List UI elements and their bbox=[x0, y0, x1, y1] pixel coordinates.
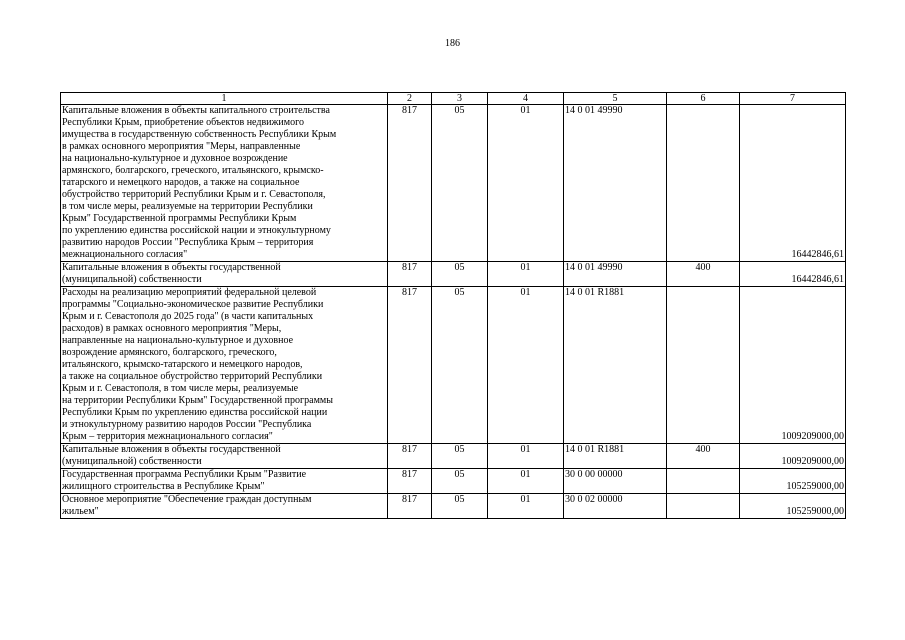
header-cell: 6 bbox=[667, 93, 740, 105]
row-name: Основное мероприятие "Обеспечение граждан доступным жильем" bbox=[61, 494, 388, 519]
row-sum: 105259000,00 bbox=[740, 469, 846, 494]
row-subsection: 01 bbox=[488, 287, 564, 444]
row-sum: 105259000,00 bbox=[740, 494, 846, 519]
row-expense-type bbox=[667, 287, 740, 444]
row-expense-type bbox=[667, 469, 740, 494]
header-cell: 2 bbox=[388, 93, 432, 105]
row-section: 05 bbox=[432, 262, 488, 287]
row-section: 05 bbox=[432, 469, 488, 494]
row-subsection: 01 bbox=[488, 444, 564, 469]
row-sum: 16442846,61 bbox=[740, 262, 846, 287]
row-target-article: 14 0 01 R1881 bbox=[564, 444, 667, 469]
row-target-article: 14 0 01 49990 bbox=[564, 262, 667, 287]
row-name: Капитальные вложения в объекты государственной (муниципальной) собственности bbox=[61, 444, 388, 469]
row-grbs: 817 bbox=[388, 469, 432, 494]
row-target-article: 30 0 02 00000 bbox=[564, 494, 667, 519]
row-subsection: 01 bbox=[488, 469, 564, 494]
header-cell: 5 bbox=[564, 93, 667, 105]
row-subsection: 01 bbox=[488, 105, 564, 262]
page-number: 186 bbox=[445, 38, 460, 49]
row-sum: 16442846,61 bbox=[740, 105, 846, 262]
table-header-row bbox=[61, 93, 846, 105]
row-section: 05 bbox=[432, 287, 488, 444]
row-grbs: 817 bbox=[388, 262, 432, 287]
row-section: 05 bbox=[432, 494, 488, 519]
header-cell: 4 bbox=[488, 93, 564, 105]
row-expense-type bbox=[667, 105, 740, 262]
row-expense-type: 400 bbox=[667, 262, 740, 287]
row-section: 05 bbox=[432, 105, 488, 262]
table-row bbox=[61, 469, 846, 494]
header-cell: 7 bbox=[740, 93, 846, 105]
row-name: Капитальные вложения в объекты капитального строительства Республики Крым, приобретение объектов недвижимого имущества в государственную собственность Республики Крым в рамках основного мероприятия "Меры, направленные на национально-культурное и духовное возрождение армянского, болгарского, греческого, итальянского, крымско- татарского и немецкого народов, а также на социальное обустройство территорий Республики Крым и г. Севастополя, в том числе меры, реализуемые на территории Республики Крым" Государственной программы Республики Крым по укреплению единства российской нации и этнокультурному развитию народов России "Республика Крым – территория межнационального согласия" bbox=[61, 105, 388, 262]
table-row bbox=[61, 105, 846, 262]
row-grbs: 817 bbox=[388, 494, 432, 519]
row-grbs: 817 bbox=[388, 287, 432, 444]
table-row bbox=[61, 262, 846, 287]
header-cell: 3 bbox=[432, 93, 488, 105]
table-row bbox=[61, 494, 846, 519]
row-grbs: 817 bbox=[388, 105, 432, 262]
budget-table bbox=[60, 92, 846, 519]
row-name: Государственная программа Республики Крым "Развитие жилищного строительства в Республике Крым" bbox=[61, 469, 388, 494]
table-row bbox=[61, 287, 846, 444]
row-target-article: 14 0 01 49990 bbox=[564, 105, 667, 262]
row-target-article: 14 0 01 R1881 bbox=[564, 287, 667, 444]
row-expense-type: 400 bbox=[667, 444, 740, 469]
row-name: Капитальные вложения в объекты государственной (муниципальной) собственности bbox=[61, 262, 388, 287]
row-subsection: 01 bbox=[488, 262, 564, 287]
row-expense-type bbox=[667, 494, 740, 519]
row-grbs: 817 bbox=[388, 444, 432, 469]
row-target-article: 30 0 00 00000 bbox=[564, 469, 667, 494]
header-cell: 1 bbox=[61, 93, 388, 105]
row-sum: 1009209000,00 bbox=[740, 287, 846, 444]
row-subsection: 01 bbox=[488, 494, 564, 519]
row-name: Расходы на реализацию мероприятий федеральной целевой программы "Социально-экономическое развитие Республики Крым и г. Севастополя до 2025 года" (в части капитальных расходов) в рамках основного мероприятия "Меры, направленные на национально-культурное и духовное возрождение армянского, болгарского, греческого, итальянского, крымско-татарского и немецкого народов, а также на социальное обустройство территорий Республики Крым и г. Севастополя, в том числе меры, реализуемые на территории Республики Крым" Государственной программы Республики Крым по укреплению единства российской нации и этнокультурному развитию народов России "Республика Крым – территория межнационального согласия" bbox=[61, 287, 388, 444]
row-section: 05 bbox=[432, 444, 488, 469]
table-row bbox=[61, 444, 846, 469]
row-sum: 1009209000,00 bbox=[740, 444, 846, 469]
